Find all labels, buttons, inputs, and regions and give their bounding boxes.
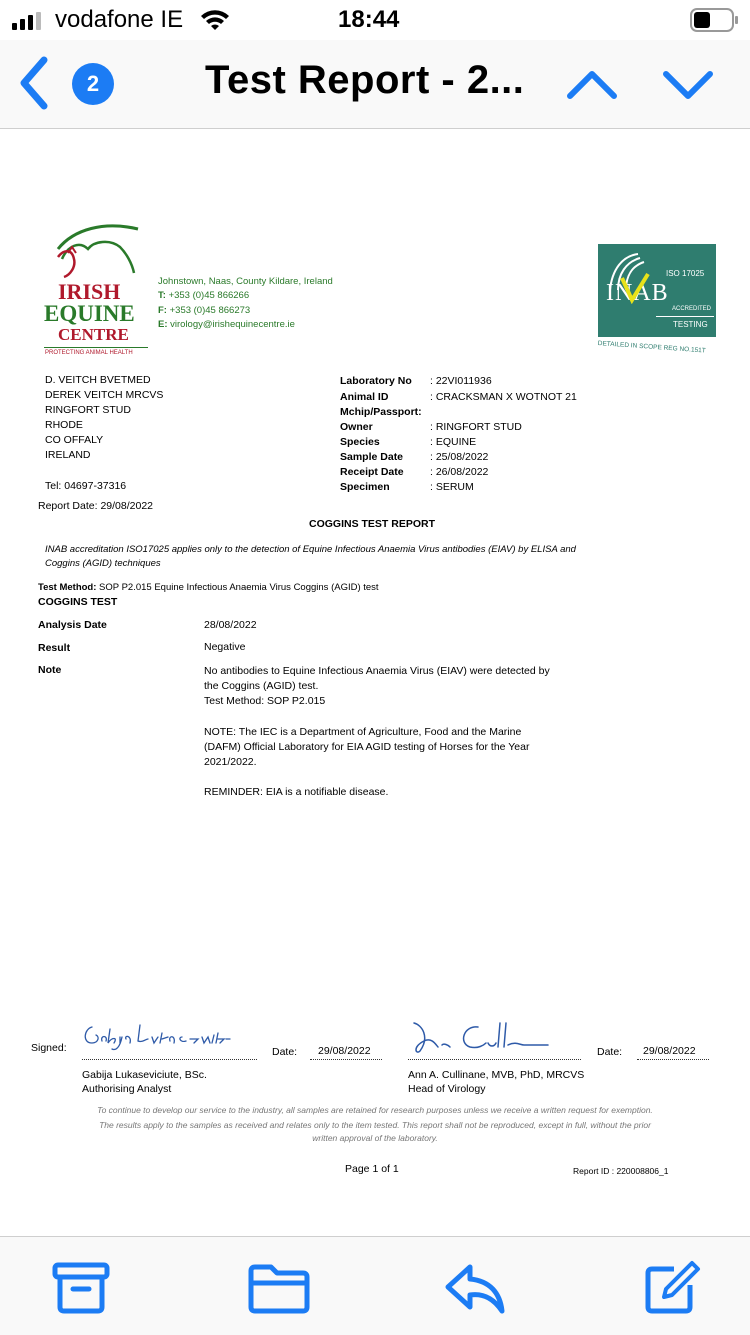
- sig1-date: 29/08/2022: [318, 1045, 371, 1057]
- inab-testing: TESTING: [673, 320, 708, 329]
- detail-label: Receipt Date: [340, 466, 404, 478]
- inab-note-line: Coggins (AGID) techniques: [45, 558, 161, 569]
- detail-label: Sample Date: [340, 451, 404, 463]
- lab-fax: F: +353 (0)45 866273: [158, 305, 251, 316]
- irish-equine-centre-logo: [44, 217, 148, 362]
- detail-label: Mchip/Passport:: [340, 406, 422, 418]
- logo-word-equine: EQUINE: [44, 301, 135, 326]
- battery-icon: [690, 8, 740, 37]
- detail-label: Animal ID: [340, 391, 389, 403]
- lab-phone: T: +353 (0)45 866266: [158, 290, 250, 301]
- detail-value: : 25/08/2022: [430, 451, 489, 463]
- inab-accreditation-logo: [596, 244, 718, 354]
- note-line: No antibodies to Equine Infectious Anaemia Virus (EIAV) were detected by: [204, 665, 550, 677]
- sig2-title: Head of Virology: [408, 1083, 486, 1095]
- inab-accredited: ACCREDITED: [672, 306, 712, 312]
- date-label: Date:: [597, 1046, 623, 1058]
- page-title: Test Report - 2...: [205, 58, 525, 102]
- note-line: the Coggins (AGID) test.: [204, 680, 319, 692]
- page-number: Page 1 of 1: [345, 1163, 399, 1175]
- pdf-document[interactable]: [0, 129, 750, 1235]
- status-bar: [0, 0, 750, 40]
- detail-value: : 22VI011936: [430, 375, 492, 387]
- back-chevron-icon[interactable]: [16, 56, 50, 115]
- recipient-line: RINGFORT STUD: [45, 404, 131, 416]
- recipient-line: RHODE: [45, 419, 83, 431]
- disclaimer-line: The results apply to the samples as received and relates only to the item tested. This report shall not be reproduced, except in full, without the prior: [99, 1120, 651, 1130]
- report-heading: COGGINS TEST REPORT: [309, 518, 436, 530]
- sig1-name: Gabija Lukaseviciute, BSc.: [82, 1069, 207, 1081]
- disclaimer-line: written approval of the laboratory.: [312, 1133, 438, 1143]
- sig2-name: Ann A. Cullinane, MVB, PhD, MRCVS: [408, 1069, 585, 1081]
- sig1-title: Authorising Analyst: [82, 1083, 172, 1095]
- note-line: REMINDER: EIA is a notifiable disease.: [204, 786, 389, 798]
- detail-value: : CRACKSMAN X WOTNOT 21: [430, 391, 577, 403]
- archive-icon[interactable]: [52, 1262, 110, 1319]
- bottom-toolbar: [0, 1236, 750, 1335]
- detail-value: : RINGFORT STUD: [430, 421, 522, 433]
- test-method: Test Method: SOP P2.015 Equine Infectious Anaemia Virus Coggins (AGID) test: [38, 582, 379, 593]
- inab-name: INAB: [606, 280, 669, 306]
- detail-label: Specimen: [340, 481, 390, 493]
- note-line: (DAFM) Official Laboratory for EIA AGID testing of Horses for the Year: [204, 741, 530, 753]
- signal-icon: [12, 12, 48, 35]
- date-label: Date:: [272, 1046, 298, 1058]
- note-line: Test Method: SOP P2.015: [204, 695, 326, 707]
- compose-icon[interactable]: [644, 1259, 702, 1322]
- detail-value: : 26/08/2022: [430, 466, 489, 478]
- carrier-name: vodafone IE: [55, 6, 184, 33]
- logo-word-irish: IRISH: [58, 279, 121, 304]
- signature-gabija: [82, 1021, 232, 1056]
- logo-tagline-text: PROTECTING ANIMAL HEALTH: [45, 350, 133, 356]
- date-line: [637, 1059, 709, 1060]
- recipient-line: D. VEITCH BVETMED: [45, 374, 151, 386]
- logo-tagline: [44, 347, 148, 348]
- inab-iso: ISO 17025: [666, 269, 705, 278]
- recipient-line: CO OFFALY: [45, 434, 104, 446]
- analysis-date-value: 28/08/2022: [204, 619, 257, 631]
- disclaimer-line: To continue to develop our service to the industry, all samples are retained for research purposes unless we receive a written request for exemption.: [97, 1105, 653, 1115]
- previous-message-icon[interactable]: [566, 68, 618, 107]
- reply-icon[interactable]: [444, 1263, 506, 1320]
- detail-label: Owner: [340, 421, 373, 433]
- section-heading: COGGINS TEST: [38, 596, 118, 608]
- report-date: Report Date: 29/08/2022: [38, 500, 153, 512]
- clock-time: 18:44: [338, 6, 400, 33]
- detail-value: : SERUM: [430, 481, 474, 493]
- folder-icon[interactable]: [247, 1263, 311, 1320]
- inab-detail: DETAILED IN SCOPE REG NO.151T: [597, 340, 706, 355]
- wifi-icon: [200, 10, 230, 37]
- signature-line: [408, 1059, 581, 1060]
- navigation-bar: [0, 40, 750, 129]
- detail-label: Species: [340, 436, 380, 448]
- unread-count-badge[interactable]: 2: [72, 63, 114, 105]
- logo-word-centre: CENTRE: [58, 325, 129, 344]
- note-line: 2021/2022.: [204, 756, 257, 768]
- lab-address: Johnstown, Naas, County Kildare, Ireland: [158, 276, 333, 287]
- report-id: Report ID : 220008806_1: [573, 1166, 669, 1176]
- inab-note-line: INAB accreditation ISO17025 applies only to the detection of Equine Infectious Anaemia Virus antibodies (EIAV) by ELISA and: [45, 544, 576, 555]
- note-label: Note: [38, 664, 62, 676]
- recipient-line: DEREK VEITCH MRCVS: [45, 389, 164, 401]
- result-value: Negative: [204, 641, 246, 653]
- signature-line: [82, 1059, 257, 1060]
- recipient-tel: Tel: 04697-37316: [45, 480, 127, 492]
- result-label: Result: [38, 642, 71, 654]
- date-line: [310, 1059, 382, 1060]
- next-message-icon[interactable]: [662, 68, 714, 107]
- lab-email: E: virology@irishequinecentre.ie: [158, 319, 295, 330]
- analysis-date-label: Analysis Date: [38, 619, 107, 631]
- recipient-line: IRELAND: [45, 449, 91, 461]
- detail-label: Laboratory No: [340, 375, 412, 387]
- signed-label: Signed:: [31, 1042, 67, 1054]
- sig2-date: 29/08/2022: [643, 1045, 696, 1057]
- note-line: NOTE: The IEC is a Department of Agriculture, Food and the Marine: [204, 726, 522, 738]
- detail-value: : EQUINE: [430, 436, 477, 448]
- signature-cullinane: [408, 1017, 558, 1062]
